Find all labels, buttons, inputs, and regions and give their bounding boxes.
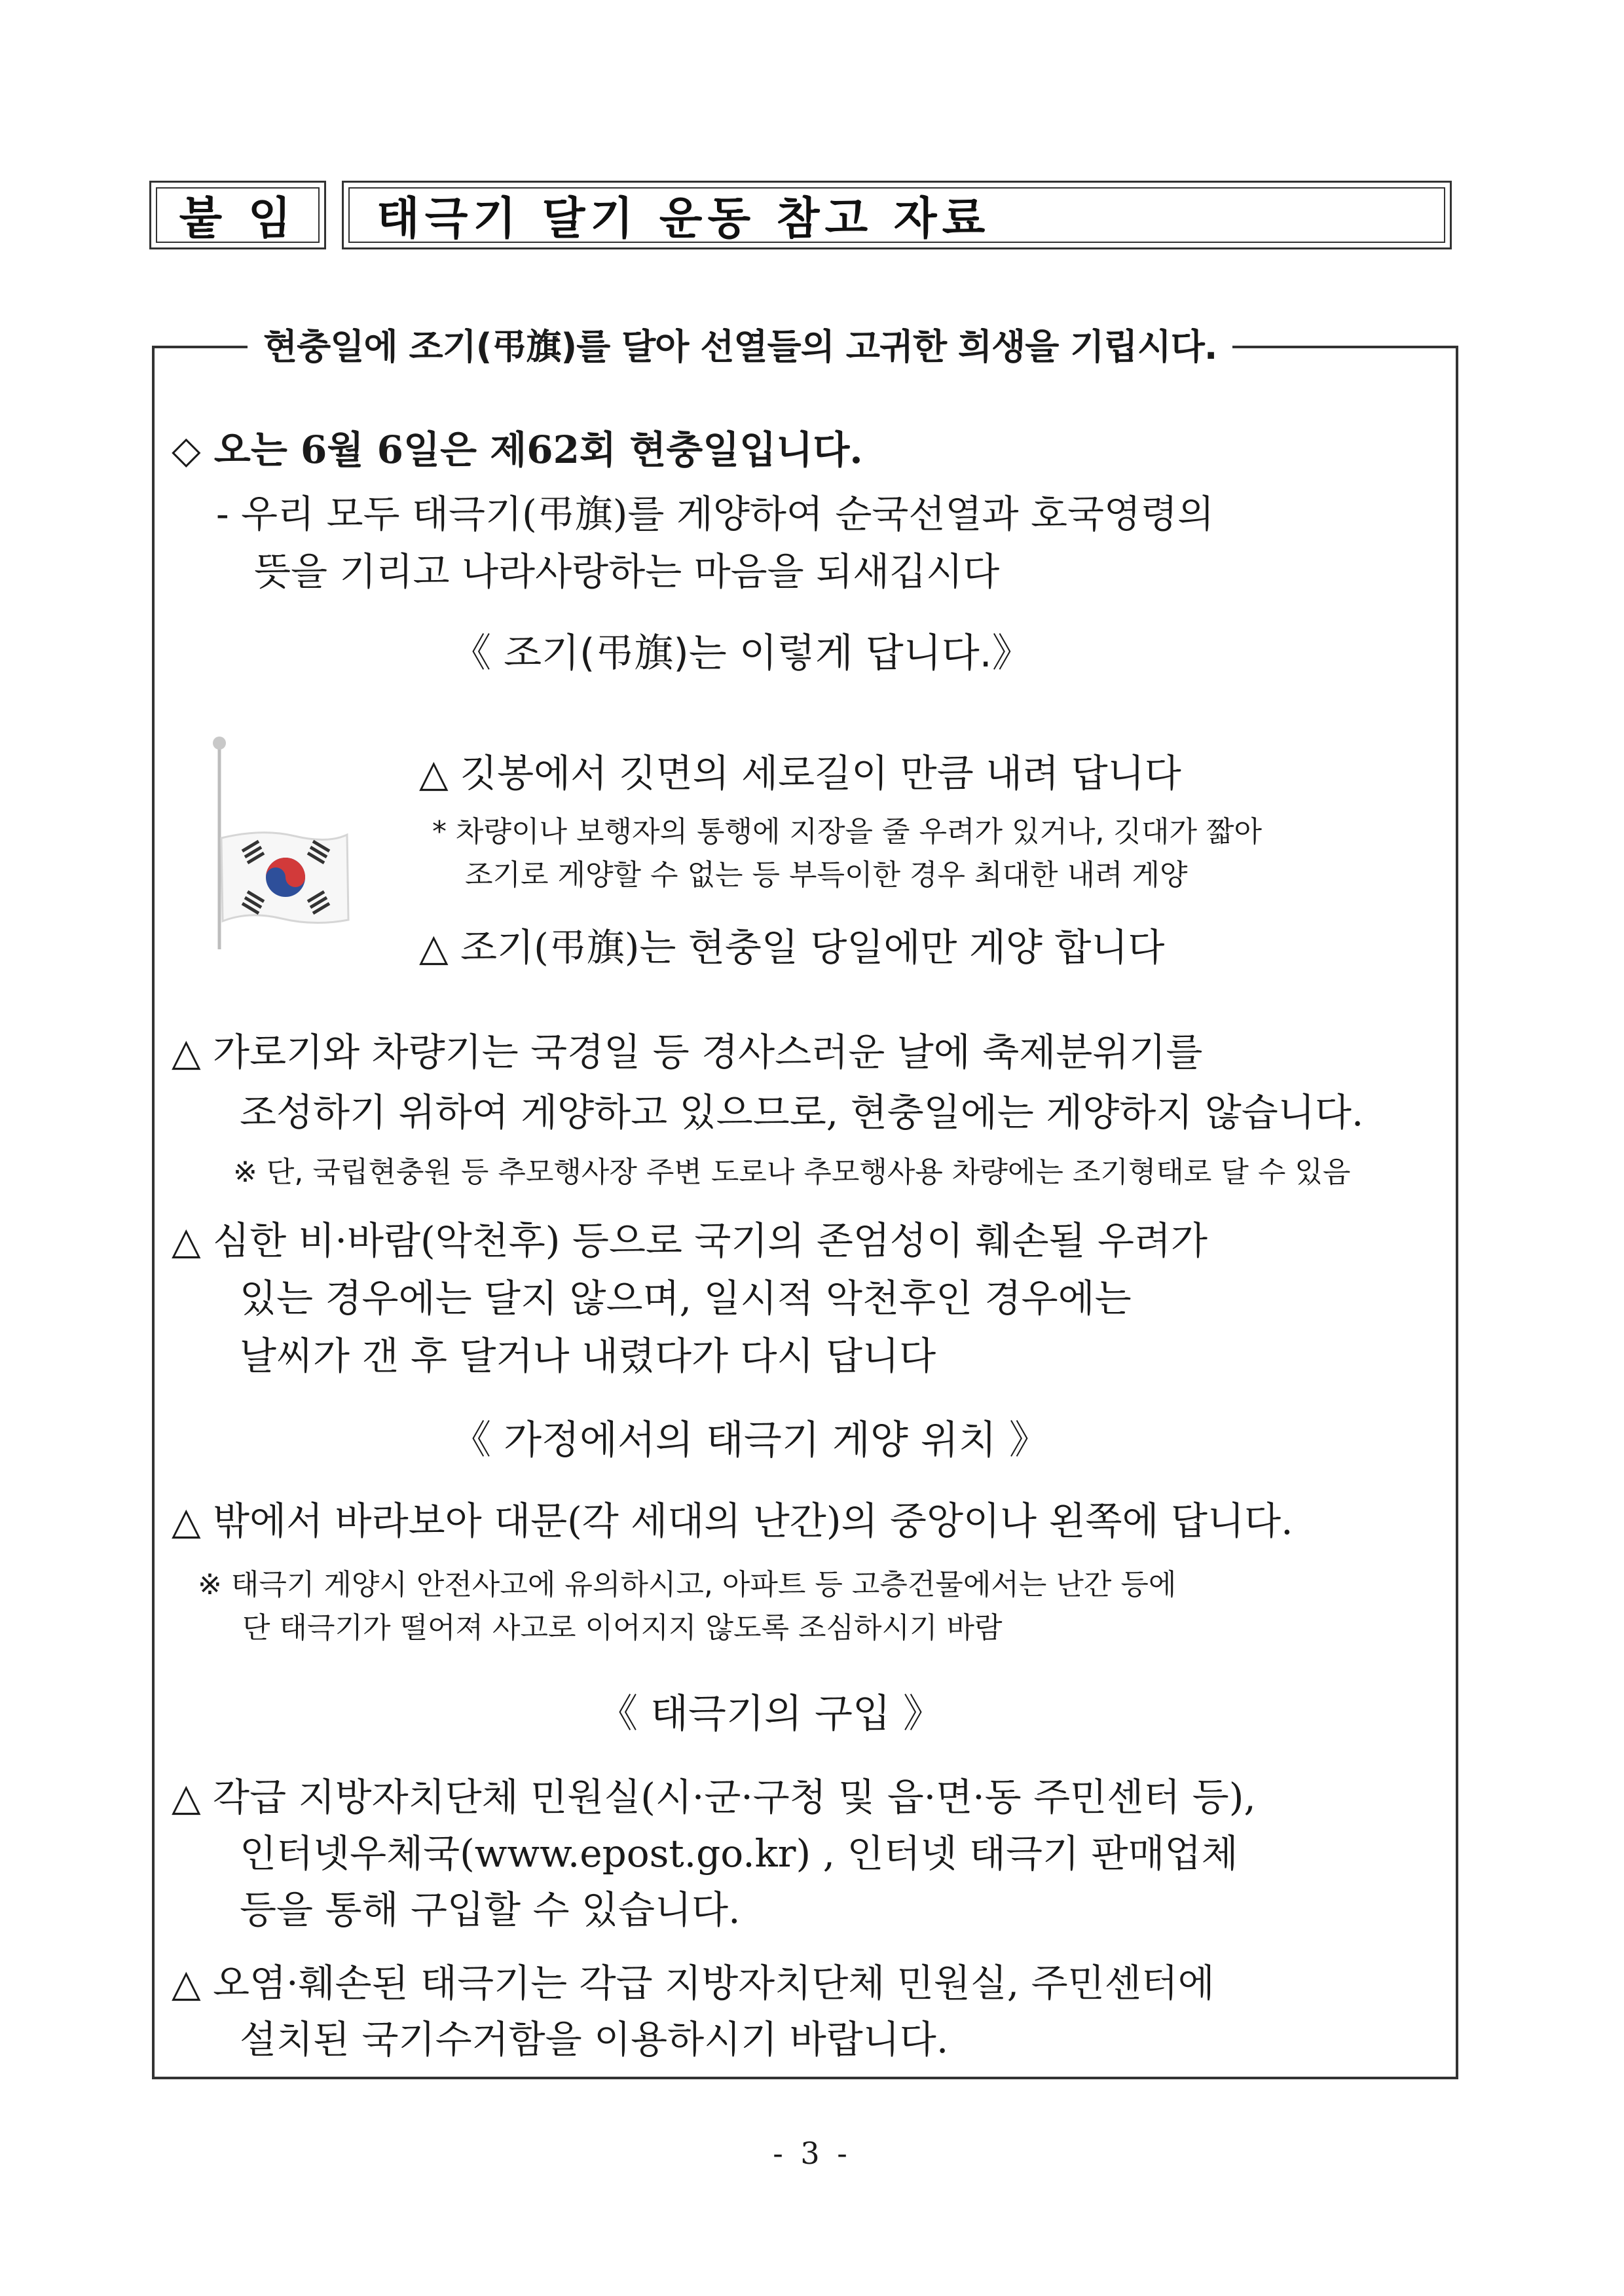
flying-item-2: △ 조기(弔旗)는 현충일 당일에만 게양 합니다 [419, 925, 1165, 970]
weather-line-2: 있는 경우에는 달지 않으며, 일시적 악천후인 경우에는 [240, 1276, 1132, 1321]
street-flags-note: ※ 단, 국립현충원 등 추모행사장 주변 도로나 추모행사용 차량에는 조기형태로 달 수 있음 [233, 1156, 1351, 1189]
intro-line-2: 뜻을 기리고 나라사랑하는 마음을 되새깁시다 [254, 549, 1000, 594]
flying-item-1: △ 깃봉에서 깃면의 세로길이 만큼 내려 답니다 [419, 751, 1181, 795]
attachment-label-box [149, 181, 326, 249]
title-box [342, 181, 1452, 249]
frame-caption: 현충일에 조기(弔旗)를 달아 선열들의 고귀한 희생을 기립시다. [248, 319, 1232, 374]
weather-line-1: △ 심한 비·바람(악천후) 등으로 국기의 존엄성이 훼손될 우려가 [172, 1218, 1208, 1263]
attachment-label: 붙 임 [179, 193, 297, 245]
section-heading-purchase: 《 태극기의 구입 》 [599, 1691, 942, 1737]
street-flags-line-2: 조성하기 위하여 게양하고 있으므로, 현충일에는 게양하지 않습니다. [240, 1090, 1364, 1135]
purchase-item2-line-1: △ 오염·훼손된 태극기는 각급 지방자치단체 민원실, 주민센터에 [172, 1961, 1215, 2005]
purchase-item2-line-2: 설치된 국기수거함을 이용하시기 바랍니다. [240, 2017, 949, 2062]
page-number: - 3 - [773, 2136, 851, 2171]
purchase-item1-line-3: 등을 통해 구입할 수 있습니다. [240, 1887, 741, 1932]
flying-note-line-2: 조기로 게양할 수 없는 등 부득이한 경우 최대한 내려 게양 [465, 858, 1188, 892]
section-heading-home: 《 가정에서의 태극기 게양 위치 》 [452, 1417, 1048, 1463]
home-item: △ 밖에서 바라보아 대문(각 세대의 난간)의 중앙이나 왼쪽에 답니다. [172, 1499, 1293, 1543]
intro-headline: ◇ 오는 6월 6일은 제62회 현충일입니다. [172, 428, 863, 472]
home-note-line-1: ※ 태극기 게양시 안전사고에 유의하시고, 아파트 등 고층건물에서는 난간 등에 [198, 1568, 1177, 1601]
flag-icon [196, 730, 367, 953]
section-heading-flying: 《 조기(弔旗)는 이렇게 답니다.》 [452, 630, 1031, 676]
purchase-item1-line-2: 인터넷우체국(www.epost.go.kr) , 인터넷 태극기 판매업체 [240, 1831, 1238, 1876]
weather-line-3: 날씨가 갠 후 달거나 내렸다가 다시 답니다 [240, 1334, 936, 1378]
flying-note-line-1: * 차량이나 보행자의 통행에 지장을 줄 우려가 있거나, 깃대가 짧아 [432, 815, 1262, 848]
half-mast-flag-illustration [196, 730, 367, 953]
intro-line-1: - 우리 모두 태극기(弔旗)를 게양하여 순국선열과 호국영령의 [216, 492, 1215, 536]
home-note-line-2: 단 태극기가 떨어져 사고로 이어지지 않도록 조심하시기 바람 [242, 1611, 1003, 1645]
purchase-item1-line-1: △ 각급 지방자치단체 민원실(시·군·구청 및 읍·면·동 주민센터 등), [172, 1775, 1256, 1819]
street-flags-line-1: △ 가로기와 차량기는 국경일 등 경사스러운 날에 축제분위기를 [172, 1030, 1203, 1074]
page-title: 태극기 달기 운동 참고 자료 [377, 193, 991, 245]
